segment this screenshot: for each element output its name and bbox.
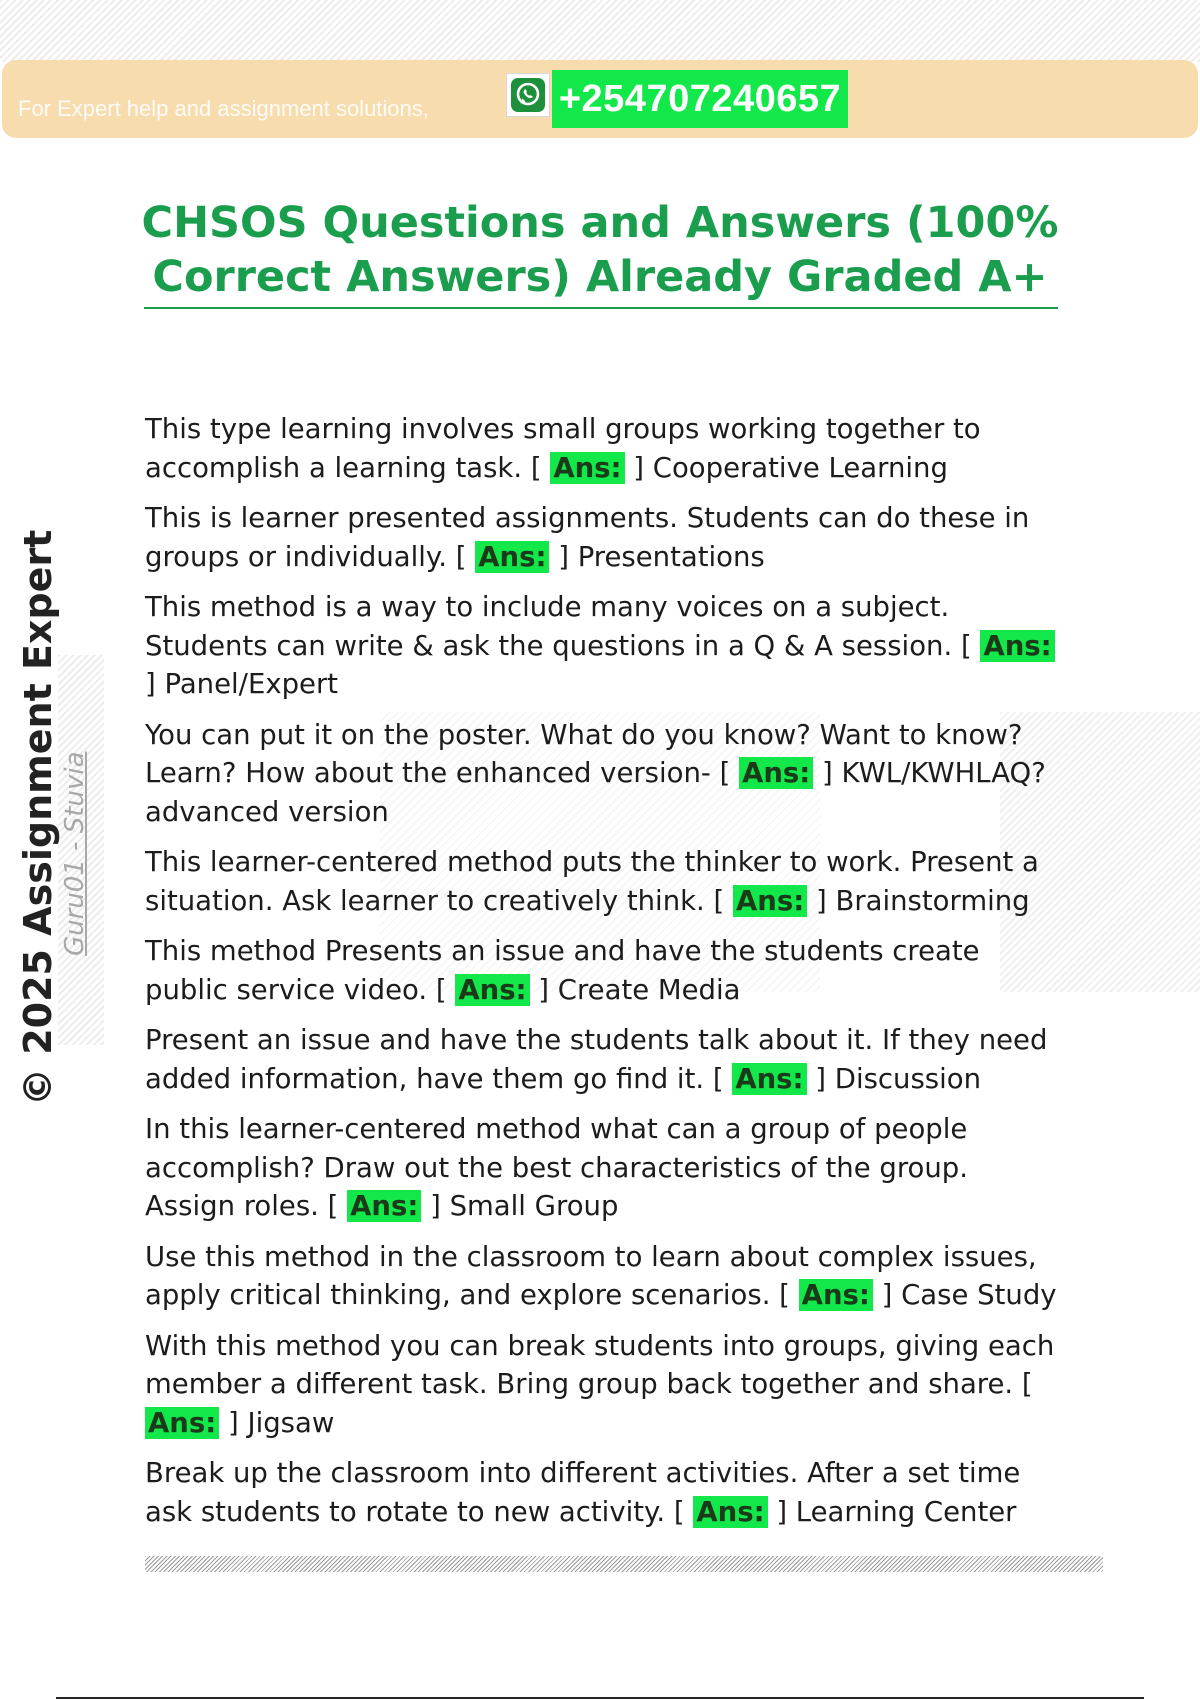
whatsapp-icon[interactable] [506,73,550,117]
answer-tag: Ans: [693,1496,767,1528]
answer-text: Panel/Expert [164,668,339,700]
footer-rule [56,1697,1144,1699]
answer-text: Cooperative Learning [652,451,948,484]
answer-tag: Ans: [347,1190,421,1222]
qa-item: This type learning involves small groups working together to accomplish a learning task. [ Ans: ] Cooperative Learning [145,413,981,484]
answer-tag: Ans: [145,1407,219,1439]
answer-text: KWL/KWHLAQ? advanced version [145,757,1046,828]
question-text: With this method you can break students into groups, giving each member a different task. Bring group back together and share. [145,1329,1055,1400]
top-hatch-pattern [0,0,1200,62]
question-text: This type learning involves small groups working together to accomplish a learning task. [145,413,981,484]
author-handle: Guru01 - Stuvia [60,751,90,956]
answer-tag: Ans: [733,885,807,917]
question-text: This method is a way to include many voices on a subject. Students can write & ask the questions in a Q & A session. [145,591,953,662]
answer-text: Jigsaw [247,1406,335,1439]
answer-text: Presentations [577,540,765,573]
question-text: This learner-centered method puts the thinker to work. Present a situation. Ask learner to creatively think. [145,846,1039,917]
answer-tag: Ans: [799,1279,873,1311]
page-title: CHSOS Questions and Answers (100% Correct Answers) Already Graded A+ [141,198,1059,302]
qa-item: Break up the classroom into different activities. After a set time ask students to rotate to new activity. [ Ans: ] Learning Center [145,1457,1021,1528]
question-text: You can put it on the poster. What do you know? Want to know? Learn? How about the enhanced version- [145,718,1023,789]
answer-text: Case Study [901,1279,1057,1311]
answer-tag: Ans: [550,452,624,484]
answer-text: Small Group [449,1190,619,1222]
answer-tag: Ans: [980,630,1054,662]
qa-item: This method is a way to include many voices on a subject. Students can write & ask the questions in a Q & A session. [ Ans: ] Panel/Expert [145,588,1065,704]
answer-text: Brainstorming [835,884,1030,917]
answer-tag: Ans: [732,1063,806,1095]
answer-tag: Ans: [455,974,529,1006]
question-text: Use this method in the classroom to learn about complex issues, apply critical thinking, and explore scenarios. [145,1240,1037,1311]
qa-item: This method Presents an issue and have the students create public service video. [ Ans: ] Create Media [145,935,980,1006]
qa-list [145,410,1065,1543]
answer-tag: Ans: [475,541,549,573]
question-text: Present an issue and have the students talk about it. If they need added information, have them go find it. [145,1024,1048,1095]
qa-item: With this method you can break students into groups, giving each member a different task. Bring group back together and share. [ Ans: ] Jigsaw [145,1329,1055,1439]
banner-text: For Expert help and assignment solutions, [18,96,429,121]
qa-item: You can put it on the poster. What do you know? Want to know? Learn? How about the enhanced version- [ Ans: ] KWL/KWHLAQ? advanced version [145,718,1046,828]
copyright-text: © 2025 Assignment Expert [16,529,60,1106]
qa-item: Present an issue and have the students talk about it. If they need added information, have them go find it. [ Ans: ] Discussion [145,1024,1048,1095]
question-text: In this learner-centered method what can a group of people accomplish? Draw out the best characteristics of the group. Assign roles. [145,1113,968,1222]
answer-text: Discussion [834,1062,982,1095]
qa-item: This learner-centered method puts the thinker to work. Present a situation. Ask learner to creatively think. [ Ans: ] Brainstorming [145,846,1039,917]
question-text: This method Presents an issue and have the students create public service video. [145,935,980,1006]
qa-item: In this learner-centered method what can a group of people accomplish? Draw out the best characteristics of the group. Assign roles. [ Ans: ] Small Group [145,1113,968,1222]
answer-text: Learning Center [795,1495,1017,1528]
answer-tag: Ans: [739,757,813,789]
question-text: Break up the classroom into different activities. After a set time ask students to rotate to new activity. [145,1457,1021,1528]
question-text: This is learner presented assignments. Students can do these in groups or individually. [145,502,1030,573]
section-divider [145,1556,1103,1572]
qa-item: This is learner presented assignments. Students can do these in groups or individually. [ Ans: ] Presentations [145,502,1030,573]
qa-item: Use this method in the classroom to learn about complex issues, apply critical thinking, and explore scenarios. [ Ans: ] Case Study [145,1240,1057,1311]
phone-number[interactable]: +254707240657 [552,70,848,128]
title-underline [144,307,1058,309]
answer-text: Create Media [557,973,741,1006]
